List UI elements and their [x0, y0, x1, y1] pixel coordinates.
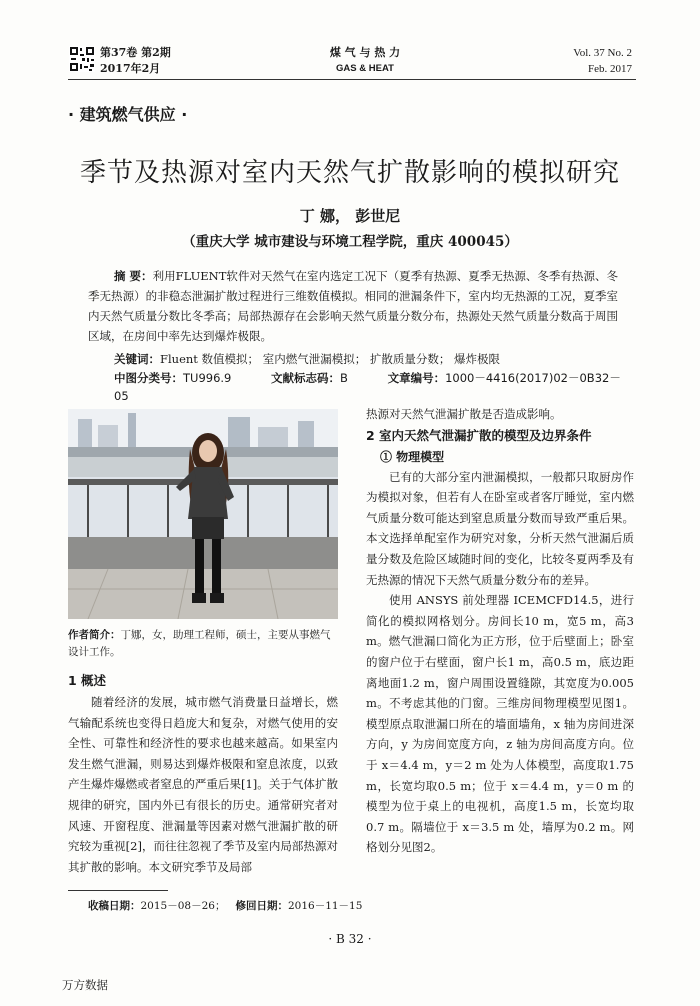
header-divider: [68, 79, 636, 80]
section-1-heading: 1 概述: [68, 673, 107, 688]
article-number: 文章编号：1000－4416(2017)02－0B32－05: [114, 371, 621, 403]
journal-name: [290, 45, 440, 77]
footnote-divider: [68, 890, 168, 891]
subsection-physical-model: ① 物理模型: [380, 449, 445, 464]
left-column: [68, 670, 338, 877]
issue-info-en: [540, 45, 632, 77]
revised-date: 2016－11－15: [287, 900, 363, 912]
author-bio-text: 丁娜，女，助理工程师，硕士，主要从事燃气设计工作。: [68, 629, 331, 658]
keywords-label: 关键词：: [114, 352, 160, 366]
issue-info: [100, 45, 171, 77]
watermark: 万方数据: [62, 978, 108, 992]
section-2-paragraph-2: 使用 ANSYS 前处理器 ICEMCFD14.5，进行简化的模拟网格划分。房间长10 m，宽5 m，高3 m。燃气泄漏口简化为正方形，位于后壁面上；卧室的窗户位于右壁面，窗户长1 m，高0.5 m，底边距离地面1.2 m，窗户周围设置缝隙，其宽度为0.005 m。不考虑其他的门窗。三维房间物理模型见图1。模型原点取泄漏口所在的墙面墙角，x 轴为房间进深方向，y 为房间宽度方向，z 轴为房间高度方向。位于 x＝4.4 m，y＝2 m 处为人体模型，高度取1.75 m，长宽均取0.5 m；位于 x＝4.4 m，y＝0 m 的模型为位于桌上的电视机，高度1.5 m，长宽均取0.7 m。隔墙位于 x＝3.5 m 处，墙厚为0.2 m。网格划分见图2。: [366, 593, 634, 855]
footnote-dates: 收稿日期：2015－08－26； 修回日期：2016－11－15: [88, 900, 363, 912]
issue-volume: 第37卷 第2期: [100, 46, 171, 59]
continued-paragraph: 热源对天然气泄漏扩散是否造成影响。: [366, 407, 562, 421]
section-2-paragraph-1: 已有的大部分室内泄漏模拟，一般都只取厨房作为模拟对象，但若有人在卧室或者客厅睡觉，室内燃气质量分数可能达到窒息质量分数而导致严重后果。本文选择单配室作为研究对象，分析天然气泄漏后质量分数及危险区域随时间的变化，比较冬夏两季及有无热源的情况下天然气质量分数分布的差异。: [366, 469, 634, 587]
author-bio: [68, 627, 338, 661]
article-title: 季节及热源对室内天然气扩散影响的模拟研究: [79, 158, 620, 188]
abstract-label: 摘 要：: [114, 269, 153, 283]
document-code: 文献标志码：B: [271, 371, 348, 385]
section-tag: · 建筑燃气供应 ·: [68, 105, 188, 124]
page-number: · B 32 ·: [328, 932, 372, 946]
keywords: [114, 350, 500, 368]
qr-code-icon: [69, 46, 95, 72]
author-photo: [68, 409, 338, 619]
date-en: Feb. 2017: [588, 63, 632, 75]
received-date: 2015－08－26；: [140, 900, 226, 912]
keywords-text: Fluent 数值模拟； 室内燃气泄漏模拟； 扩散质量分数； 爆炸极限: [160, 352, 501, 366]
abstract-text: 利用FLUENT软件对天然气在室内选定工况下（夏季有热源、夏季无热源、冬季有热源、冬季无热源）的非稳态泄漏扩散过程进行三维数值模拟。相同的泄漏条件下，室内均无热源的工况，夏季室内天然气质量分数比冬季高；局部热源存在会影响天然气质量分数分布，热源处天然气质量分数高于周围区域，在房间中率先达到爆炸极限。: [88, 269, 618, 343]
clc-number: 中图分类号：TU996.9: [114, 371, 232, 385]
issue-date: 2017年2月: [100, 62, 161, 75]
journal-name-en: GAS & HEAT: [336, 63, 394, 74]
affiliation: （重庆大学 城市建设与环境工程学院，重庆 400045）: [182, 234, 518, 250]
section-2-heading: 2 室内天然气泄漏扩散的模型及边界条件: [366, 427, 592, 443]
journal-name-cn: 煤 气 与 热 力: [329, 46, 401, 59]
classification-line: [114, 369, 634, 405]
author-bio-label: 作者简介：: [68, 629, 121, 641]
volume-en: Vol. 37 No. 2: [573, 47, 632, 59]
section-1-paragraph: 随着经济的发展，城市燃气消费量日益增长，燃气输配系统也变得日趋庞大和复杂，对燃气使用的安全性、可靠性和经济性的要求也越来越高。如果室内发生燃气泄漏，则易达到爆炸极限和窒息浓度，以致产生爆炸爆燃或者窒息的严重后果[1]。关于气体扩散规律的研究，国内外已有很长的历史。通常研究者对风速、开窗程度、泄漏量等因素对燃气泄漏扩散的研究较为重视[2]，而往往忽视了季节及室内局部热源对其扩散的影响。本文研究季节及局部: [68, 695, 338, 874]
authors: 丁 娜， 彭世尼: [299, 207, 401, 225]
right-column: [366, 404, 634, 858]
abstract: [88, 266, 618, 346]
